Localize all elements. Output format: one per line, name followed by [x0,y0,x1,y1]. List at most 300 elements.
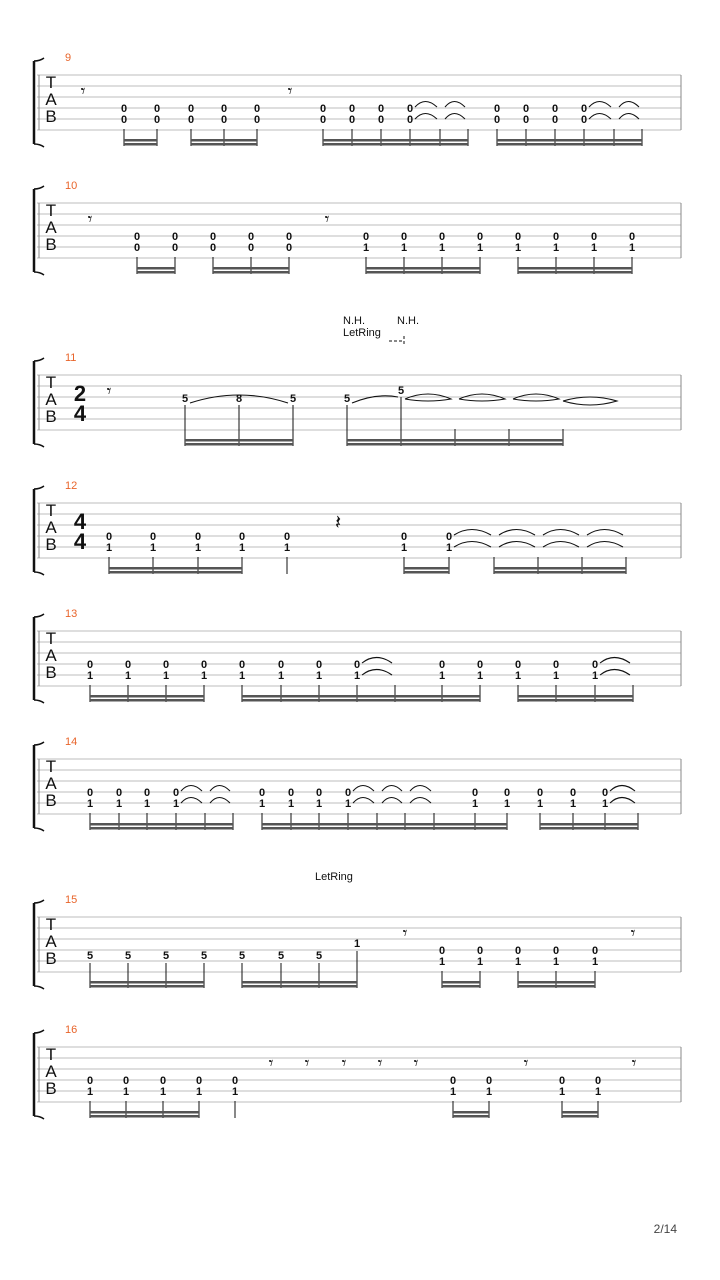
fret-number: 0 [209,231,217,243]
beam [109,567,242,570]
fret-number: 0 [153,114,161,126]
tab-clef-letter: T [45,501,57,520]
time-signature-top: 4 [73,509,87,534]
fret-number: 0 [348,114,356,126]
fret-number: 1 [476,242,484,254]
tie-arc [563,397,617,405]
fret-number: 0 [476,231,484,243]
eighth-rest: 𝄾 [413,1053,419,1073]
fret-number: 1 [353,938,361,950]
tie-arc [454,542,491,548]
fret-number: 1 [471,798,479,810]
tie-arc [382,798,402,804]
fret-number: 0 [590,231,598,243]
tab-clef-letter: A [45,774,57,793]
eighth-rest: 𝄾 [630,923,636,943]
beam [137,271,175,274]
tab-system-14 [34,736,681,831]
eighth-rest: 𝄾 [341,1053,347,1073]
fret-number: 1 [628,242,636,254]
time-signature-bottom: 4 [73,529,87,554]
beam [185,443,293,446]
fret-number: 1 [445,542,453,554]
fret-number: 1 [115,798,123,810]
fret-number: 1 [231,1086,239,1098]
fret-number: 1 [86,798,94,810]
tie-arc [410,798,431,804]
fret-number: 1 [200,670,208,682]
tab-clef-letter: T [45,201,57,220]
fret-number: 0 [362,231,370,243]
beam [518,695,633,698]
eighth-rest: 𝄾 [324,209,330,229]
fret-number: 0 [120,103,128,115]
tab-system-11 [34,315,681,447]
beam [90,1111,199,1114]
beam [90,823,233,826]
fret-number: 0 [552,231,560,243]
tie-arc [600,658,630,664]
fret-number: 0 [220,114,228,126]
tab-clef-letter: A [45,390,57,409]
fret-number: 0 [558,1075,566,1087]
fret-number: 1 [590,242,598,254]
beam [540,827,638,830]
beam [497,139,642,142]
fret-number: 5 [277,950,285,962]
fret-number: 5 [343,393,351,405]
tie-arc [600,670,630,676]
fret-number: 1 [86,670,94,682]
beam [124,139,157,142]
eighth-rest: 𝄾 [304,1053,310,1073]
fret-number: 1 [552,670,560,682]
fret-number: 0 [285,242,293,254]
fret-number: 1 [283,542,291,554]
fret-number: 0 [238,659,246,671]
beam [442,981,480,984]
fret-number: 1 [149,542,157,554]
beam [347,443,563,446]
beam [124,143,157,146]
fret-number: 0 [591,659,599,671]
beam [213,267,289,270]
tab-system-15 [34,871,681,989]
tie-arc [210,798,230,804]
beam [518,985,595,988]
beam [395,699,480,702]
tie-arc [362,670,392,676]
fret-number: 1 [86,1086,94,1098]
measure-number: 13 [65,608,78,620]
tie-arc [362,658,392,664]
fret-number: 1 [238,670,246,682]
beam [453,1111,489,1114]
fret-number: 1 [172,798,180,810]
page-number: 2/14 [653,1222,677,1236]
tie-arc [445,114,465,120]
fret-number: 1 [159,1086,167,1098]
beam [540,823,638,826]
fret-number: 0 [522,103,530,115]
beam [90,981,204,984]
fret-number: 0 [258,787,266,799]
fret-number: 0 [220,103,228,115]
fret-number: 0 [438,945,446,957]
fret-number: 1 [552,956,560,968]
fret-number: 0 [476,659,484,671]
beam [242,981,357,984]
measure-number: 12 [65,480,78,492]
tie-arc [543,530,579,536]
fret-number: 8 [235,393,243,405]
fret-number: 0 [400,531,408,543]
fret-number: 0 [476,945,484,957]
tab-clef-letter: A [45,90,57,109]
fret-number: 1 [162,670,170,682]
fret-number: 0 [194,531,202,543]
fret-number: 1 [194,542,202,554]
fret-number: 0 [187,103,195,115]
fret-number: 1 [315,798,323,810]
tab-clef-letter: B [45,1079,57,1098]
let-ring-label: LetRing [343,327,381,339]
tab-clef-letter: B [45,791,57,810]
fret-number: 1 [514,242,522,254]
measure-number: 9 [65,52,72,64]
tab-clef-letter: T [45,73,57,92]
beam [185,439,293,442]
fret-number: 0 [536,787,544,799]
beam [109,571,242,574]
beam [497,143,642,146]
tie-arc [610,786,635,792]
tie-arc [181,798,202,804]
beam [213,271,289,274]
beam [90,695,204,698]
fret-number: 0 [247,242,255,254]
beam [453,1115,489,1118]
fret-number: 0 [348,103,356,115]
tie-arc [353,786,374,792]
fret-number: 0 [172,787,180,799]
measure-number: 15 [65,894,78,906]
fret-number: 1 [258,798,266,810]
eighth-rest: 𝄾 [631,1053,637,1073]
fret-number: 0 [493,103,501,115]
fret-number: 5 [181,393,189,405]
fret-number: 1 [124,670,132,682]
tie-arc [382,786,402,792]
tab-clef-letter: B [45,663,57,682]
let-ring-extension [389,336,404,346]
fret-number: 0 [514,231,522,243]
fret-number: 0 [591,945,599,957]
fret-number: 1 [476,670,484,682]
fret-number: 0 [471,787,479,799]
fret-number: 5 [200,950,208,962]
fret-number: 0 [277,659,285,671]
beam [518,267,632,270]
fret-number: 0 [552,945,560,957]
measure-number: 10 [65,180,78,192]
fret-number: 1 [143,798,151,810]
fret-number: 0 [514,945,522,957]
fret-number: 0 [200,659,208,671]
beam [262,827,434,830]
tab-clef-letter: B [45,107,57,126]
fret-number: 0 [86,787,94,799]
fret-number: 1 [594,1086,602,1098]
fret-number: 1 [558,1086,566,1098]
tab-system-13 [34,608,681,703]
fret-number: 0 [171,242,179,254]
fret-number: 0 [287,787,295,799]
tie-arc [619,102,639,108]
fret-number: 0 [86,659,94,671]
beam [562,1115,598,1118]
fret-number: 5 [289,393,297,405]
fret-number: 0 [377,114,385,126]
fret-number: 1 [277,670,285,682]
fret-number: 1 [536,798,544,810]
fret-number: 0 [522,114,530,126]
tie-arc [543,542,579,548]
fret-number: 0 [115,787,123,799]
fret-number: 0 [438,231,446,243]
fret-number: 0 [406,114,414,126]
tie-arc [181,786,202,792]
fret-number: 0 [122,1075,130,1087]
fret-number: 0 [551,114,559,126]
fret-number: 1 [591,670,599,682]
time-signature-top: 2 [73,381,87,406]
fret-number: 0 [445,531,453,543]
natural-harmonic-label: N.H. [343,315,365,327]
beam [90,1115,199,1118]
fret-number: 0 [133,242,141,254]
tie-arc [499,542,535,548]
natural-harmonic-label: N.H. [397,315,419,327]
beam [366,267,480,270]
eighth-rest: 𝄾 [287,81,293,101]
fret-number: 0 [143,787,151,799]
fret-number: 0 [628,231,636,243]
fret-number: 5 [124,950,132,962]
fret-number: 0 [580,103,588,115]
beam [191,139,257,142]
fret-number: 0 [400,231,408,243]
fret-number: 5 [397,385,405,397]
tab-clef-letter: B [45,407,57,426]
tie-arc [410,786,431,792]
fret-number: 0 [159,1075,167,1087]
fret-number: 0 [377,103,385,115]
beam [366,271,480,274]
fret-number: 1 [476,956,484,968]
fret-number: 1 [400,542,408,554]
beam [404,571,449,574]
eighth-rest: 𝄾 [523,1053,529,1073]
fret-number: 0 [315,787,323,799]
beam [323,139,468,142]
fret-number: 0 [253,103,261,115]
beam [518,981,595,984]
fret-number: 0 [449,1075,457,1087]
fret-number: 0 [580,114,588,126]
tie-arc [210,786,230,792]
fret-number: 0 [187,114,195,126]
beam [262,823,434,826]
beam [242,985,357,988]
tab-clef-letter: A [45,518,57,537]
fret-number: 0 [105,531,113,543]
tie-arc [587,530,623,536]
fret-number: 0 [120,114,128,126]
tie-arc [454,530,491,536]
beam [518,699,633,702]
tab-clef-letter: A [45,932,57,951]
beam [434,827,507,830]
tab-clef-letter: T [45,629,57,648]
fret-number: 0 [86,1075,94,1087]
fret-number: 1 [353,670,361,682]
fret-number: 0 [503,787,511,799]
beam [242,699,395,702]
beam [191,143,257,146]
tab-clef-letter: A [45,218,57,237]
fret-number: 1 [569,798,577,810]
tab-clef-letter: B [45,535,57,554]
beam [395,695,480,698]
fret-number: 1 [438,242,446,254]
tab-clef-letter: T [45,915,57,934]
fret-number: 0 [124,659,132,671]
tie-arc [353,798,374,804]
tab-system-9 [34,52,681,147]
fret-number: 5 [162,950,170,962]
fret-number: 0 [315,659,323,671]
fret-number: 0 [247,231,255,243]
fret-number: 1 [400,242,408,254]
fret-number: 1 [287,798,295,810]
beam [90,985,204,988]
fret-number: 1 [514,956,522,968]
eighth-rest: 𝄾 [268,1053,274,1073]
beam [434,823,507,826]
tie-arc [589,114,611,120]
tab-clef-letter: T [45,757,57,776]
tab-clef-letter: A [45,1062,57,1081]
fret-number: 1 [449,1086,457,1098]
fret-number: 1 [344,798,352,810]
fret-number: 0 [551,103,559,115]
fret-number: 1 [552,242,560,254]
fret-number: 0 [253,114,261,126]
tie-arc [415,114,437,120]
fret-number: 0 [594,1075,602,1087]
let-ring-label: LetRing [315,871,353,883]
tie-arc [619,114,639,120]
tab-system-10 [34,180,681,275]
tab-clef-letter: T [45,1045,57,1064]
fret-number: 5 [86,950,94,962]
fret-number: 0 [601,787,609,799]
fret-number: 0 [195,1075,203,1087]
fret-number: 1 [195,1086,203,1098]
fret-number: 0 [319,103,327,115]
fret-number: 5 [315,950,323,962]
tie-arc [589,102,611,108]
fret-number: 1 [591,956,599,968]
fret-number: 1 [438,956,446,968]
fret-number: 0 [569,787,577,799]
measure-number: 16 [65,1024,78,1036]
beam [347,439,563,442]
beam [90,827,233,830]
fret-number: 0 [231,1075,239,1087]
fret-number: 0 [133,231,141,243]
fret-number: 1 [315,670,323,682]
fret-number: 0 [438,659,446,671]
beam [494,571,626,574]
fret-number: 5 [238,950,246,962]
fret-number: 0 [283,531,291,543]
fret-number: 0 [319,114,327,126]
beam [137,267,175,270]
fret-number: 1 [105,542,113,554]
fret-number: 0 [153,103,161,115]
tie-arc [610,798,635,804]
fret-number: 0 [238,531,246,543]
fret-number: 1 [485,1086,493,1098]
beam [442,985,480,988]
fret-number: 0 [493,114,501,126]
tab-clef-letter: A [45,646,57,665]
fret-number: 0 [209,242,217,254]
fret-number: 0 [552,659,560,671]
tab-system-12 [34,480,681,575]
fret-number: 0 [162,659,170,671]
beam [562,1111,598,1114]
tab-system-16 [34,1024,681,1119]
beam [494,567,626,570]
tab-clef-letter: T [45,373,57,392]
eighth-rest: 𝄾 [402,923,408,943]
fret-number: 1 [601,798,609,810]
fret-number: 0 [171,231,179,243]
time-signature-bottom: 4 [73,401,87,426]
beam [90,699,204,702]
fret-number: 1 [438,670,446,682]
beam [404,567,449,570]
quarter-rest: 𝄽 [334,512,342,534]
eighth-rest: 𝄾 [106,381,112,401]
fret-number: 1 [238,542,246,554]
fret-number: 0 [344,787,352,799]
fret-number: 1 [503,798,511,810]
fret-number: 0 [285,231,293,243]
fret-number: 0 [149,531,157,543]
tie-arc [587,542,623,548]
beam [242,695,395,698]
measure-number: 14 [65,736,78,748]
eighth-rest: 𝄾 [80,81,86,101]
eighth-rest: 𝄾 [87,209,93,229]
fret-number: 0 [485,1075,493,1087]
tab-clef-letter: B [45,949,57,968]
fret-number: 0 [514,659,522,671]
